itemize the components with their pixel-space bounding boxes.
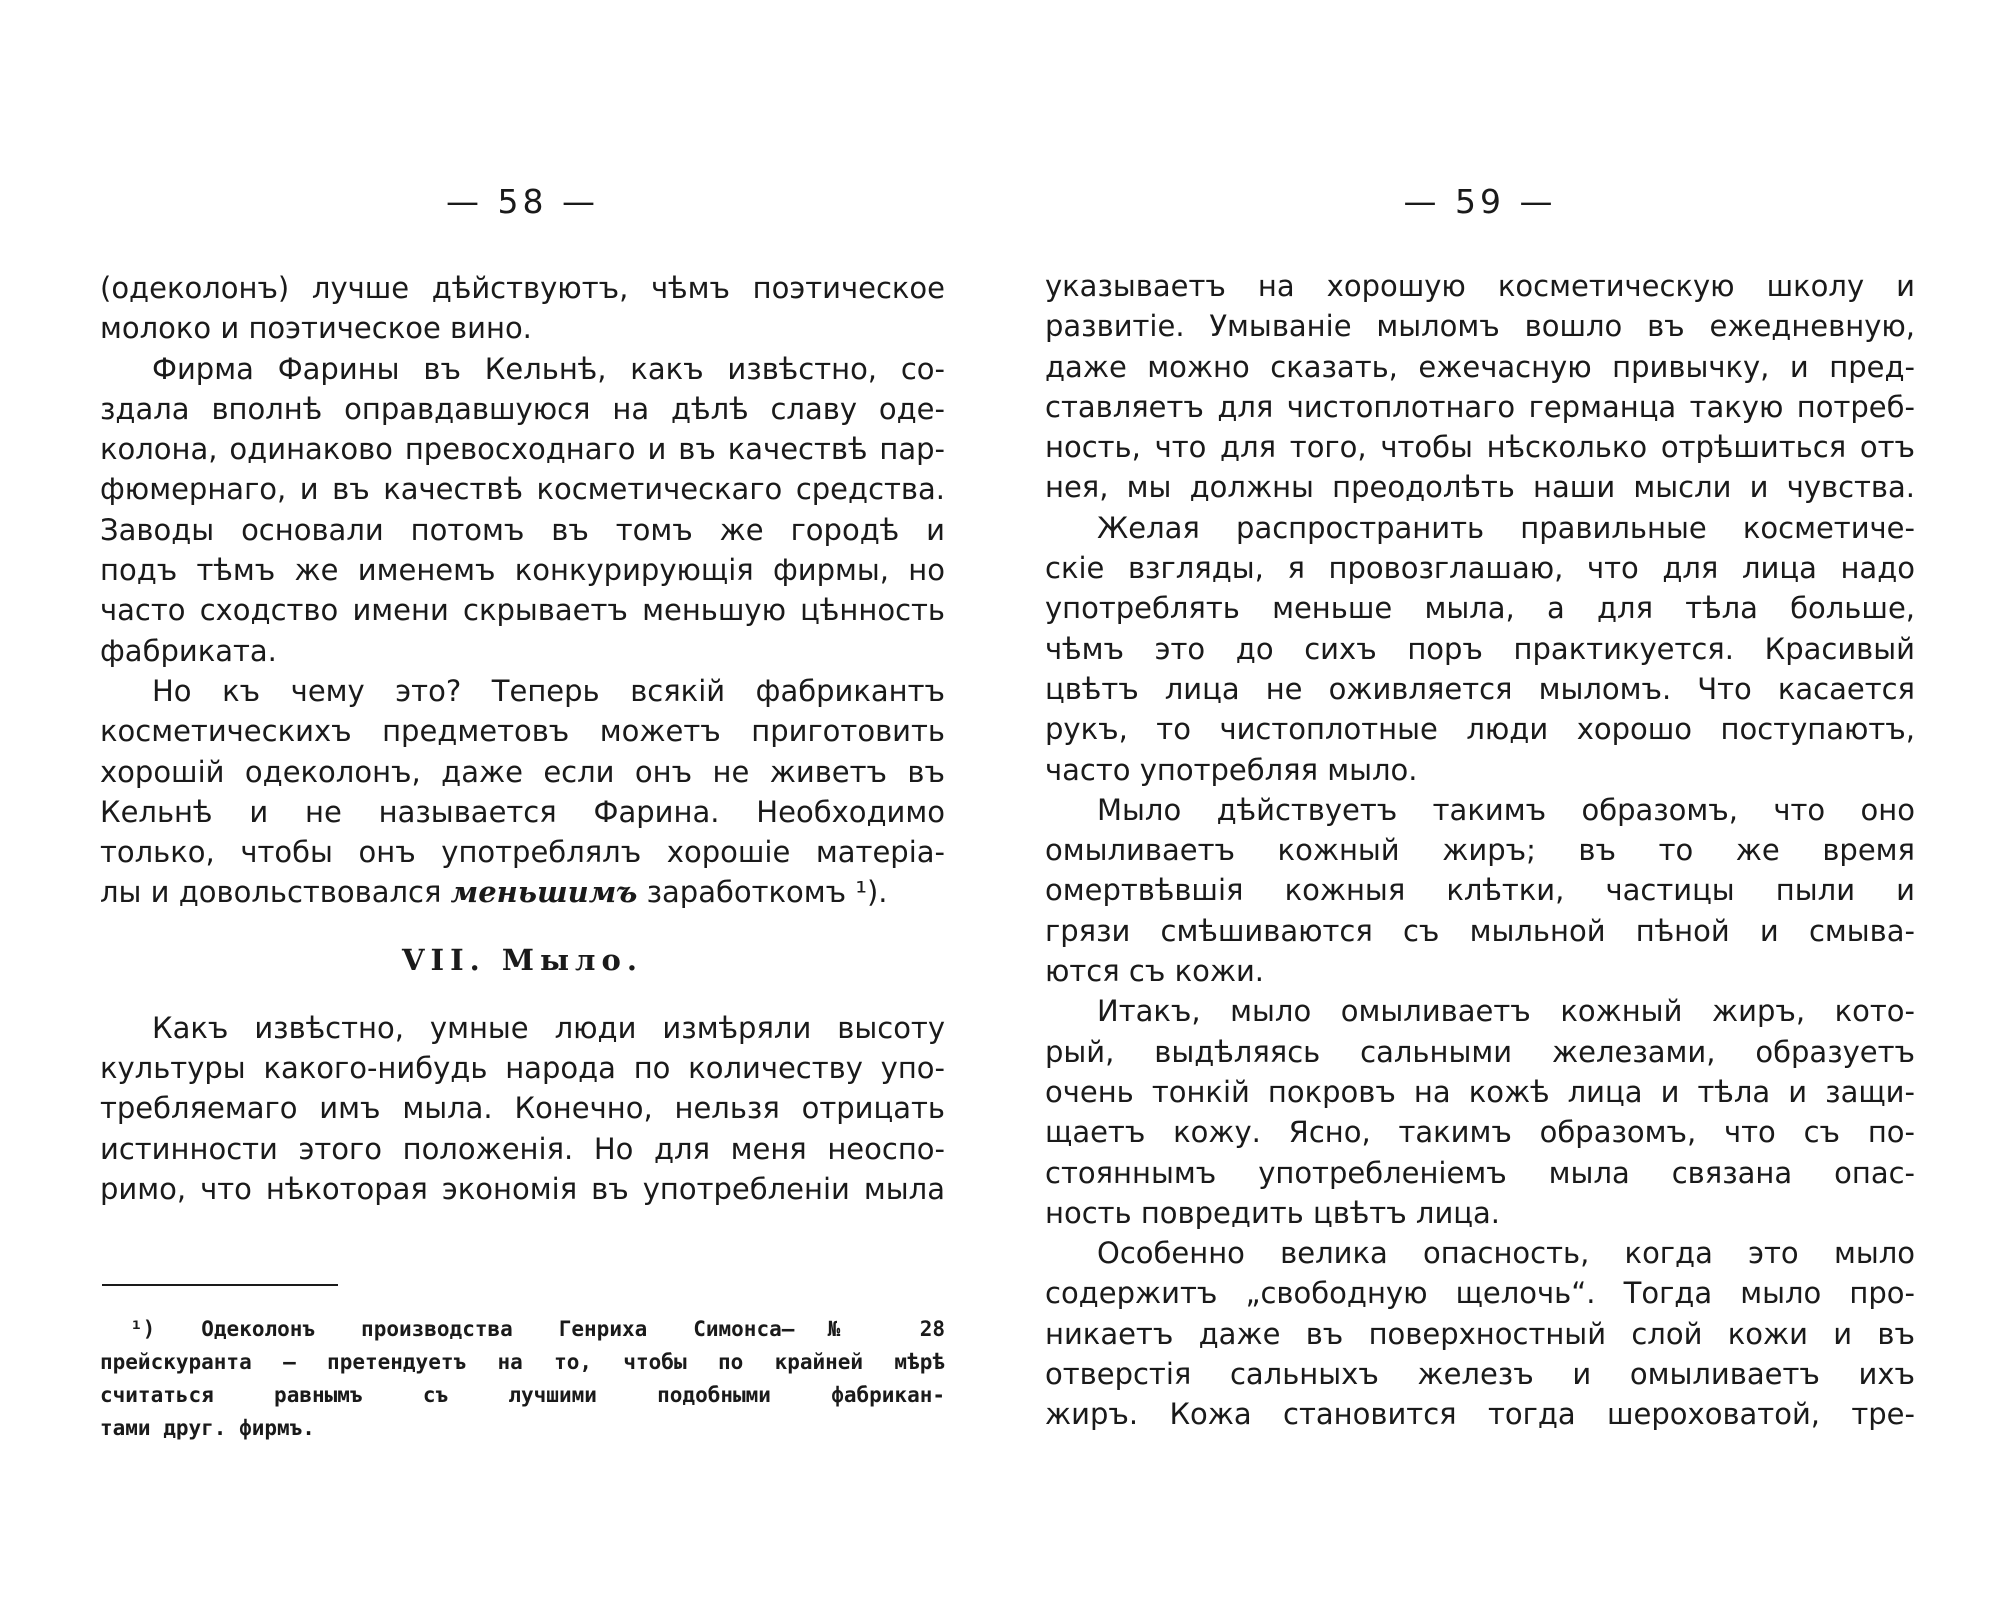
- text-line: Особенно велика опасность, когда это мыло: [1097, 1236, 1915, 1271]
- text-line: требляемаго имъ мыла. Конечно, нельзя отрицать: [100, 1091, 945, 1126]
- text-line: омыливаетъ кожный жиръ; въ то же время: [1045, 833, 1915, 868]
- text-line: употреблять меньше мыла, а для тѣла больше,: [1045, 591, 1915, 626]
- text-line: Мыло дѣйствуетъ такимъ образомъ, что оно: [1097, 792, 1915, 827]
- text-line: подъ тѣмъ же именемъ конкурирующія фирмы, но: [100, 553, 945, 588]
- left-page-text: [100, 268, 945, 1209]
- text-line: развитіе. Умываніе мыломъ вошло въ ежедневную,: [1045, 309, 1915, 344]
- text-line: фюмернаго, и въ качествѣ косметическаго средства.: [100, 472, 945, 507]
- text-line: рукъ, то чистоплотные люди хорошо поступаютъ,: [1045, 712, 1915, 747]
- footnote-divider: [102, 1284, 338, 1286]
- text-line: Фирма Фарины въ Кельнѣ, какъ извѣстно, со-: [152, 351, 945, 386]
- text-line: культуры какого-нибудь народа по количеству упо-: [100, 1051, 945, 1086]
- text-line: ются съ кожи.: [1045, 954, 1265, 989]
- text-line: нея, мы должны преодолѣть наши мысли и чувства.: [1045, 470, 1915, 505]
- text-line: стояннымъ употребленіемъ мыла связана опас-: [1045, 1155, 1915, 1190]
- text-line: Но къ чему это? Теперь всякій фабрикантъ: [152, 673, 945, 708]
- text-line: даже можно сказать, ежечасную привычку, и пред-: [1045, 349, 1915, 384]
- footnote-line: прейскуранта — претендуетъ на то, чтобы по крайней мѣрѣ: [100, 1350, 945, 1374]
- text-line: Какъ извѣстно, умные люди измѣряли высоту: [152, 1010, 945, 1045]
- text-line: здала вполнѣ оправдавшуюся на дѣлѣ славу оде-: [100, 391, 945, 426]
- text-line: молоко и поэтическое вино.: [100, 311, 532, 346]
- text-line: никаетъ даже въ поверхностный слой кожи и въ: [1045, 1316, 1915, 1351]
- text-line-with-emphasis: [100, 872, 945, 912]
- text-line: хорошій одеколонъ, даже если онъ не живетъ въ: [100, 754, 945, 789]
- text-line: Заводы основали потомъ въ томъ же городѣ и: [100, 512, 945, 547]
- text-line: содержитъ „свободную щелочь“. Тогда мыло про-: [1045, 1276, 1915, 1311]
- right-page: [1045, 0, 1915, 1607]
- footnote: [100, 1313, 945, 1445]
- text-line: омертвѣвшія кожныя клѣтки, частицы пыли и: [1045, 873, 1915, 908]
- text-line: римо, что нѣкоторая экономія въ употребленіи мыла: [100, 1171, 945, 1206]
- right-page-text: [1045, 266, 1915, 1435]
- text-line: ставляетъ для чистоплотнаго германца такую потреб-: [1045, 389, 1915, 424]
- text-line: очень тонкій покровъ на кожѣ лица и тѣла и защи-: [1045, 1074, 1915, 1109]
- left-page: [100, 0, 945, 1607]
- text-line: часто употребляя мыло.: [1045, 752, 1418, 787]
- page-number-left: — 58 —: [446, 182, 599, 221]
- emphasized-word: меньшимъ: [450, 875, 638, 910]
- text-line: косметическихъ предметовъ можетъ приготовить: [100, 714, 945, 749]
- text-line: грязи смѣшиваются съ мыльной пѣной и смыва-: [1045, 913, 1915, 948]
- text-line: (одеколонъ) лучше дѣйствуютъ, чѣмъ поэтическое: [100, 271, 945, 305]
- text-line: чѣмъ это до сихъ поръ практикуется. Красивый: [1045, 631, 1915, 666]
- footnote-line: считаться равнымъ съ лучшими подобными фабрикан-: [100, 1383, 945, 1407]
- text-line: ность, что для того, чтобы нѣсколько отрѣшиться отъ: [1045, 430, 1915, 465]
- text-line: Итакъ, мыло омыливаетъ кожный жиръ, кото-: [1097, 994, 1915, 1029]
- text-line: ность повредить цвѣтъ лица.: [1045, 1195, 1501, 1230]
- text-line: фабриката.: [100, 633, 277, 668]
- section-heading: VII. Мыло.: [402, 942, 643, 977]
- text-line: часто сходство имени скрываетъ меньшую цѣнность: [100, 593, 945, 628]
- page-number-right: — 59 —: [1403, 182, 1557, 221]
- text-fragment: лы и довольствовался: [100, 875, 451, 910]
- text-line: скіе взгляды, я провозглашаю, что для лица надо: [1045, 551, 1915, 586]
- text-line: истинности этого положенія. Но для меня неоспо-: [100, 1131, 945, 1166]
- text-line: цвѣтъ лица не оживляется мыломъ. Что касается: [1045, 671, 1915, 706]
- text-line: Желая распространить правильные косметиче-: [1097, 510, 1915, 545]
- footnote-reference: заработкомъ ¹).: [637, 875, 888, 910]
- text-line: только, чтобы онъ употреблялъ хорошіе матеріа-: [100, 835, 945, 870]
- text-line: указываетъ на хорошую косметическую школу и: [1045, 269, 1915, 303]
- footnote-line: тами друг. фирмъ.: [100, 1416, 315, 1440]
- text-line: жиръ. Кожа становится тогда шероховатой, тре-: [1045, 1397, 1915, 1432]
- text-line: отверстія сальныхъ железъ и омыливаетъ ихъ: [1045, 1357, 1915, 1392]
- text-line: колона, одинаково превосходнаго и въ качествѣ пар-: [100, 432, 945, 467]
- text-line: щаетъ кожу. Ясно, такимъ образомъ, что съ по-: [1045, 1115, 1915, 1150]
- text-line: Кельнѣ и не называется Фарина. Необходимо: [100, 794, 945, 829]
- footnote-line: ¹) Одеколонъ производства Генриха Симонса—№ 28: [130, 1317, 945, 1341]
- text-line: рый, выдѣляясь сальными железами, образуетъ: [1045, 1034, 1915, 1069]
